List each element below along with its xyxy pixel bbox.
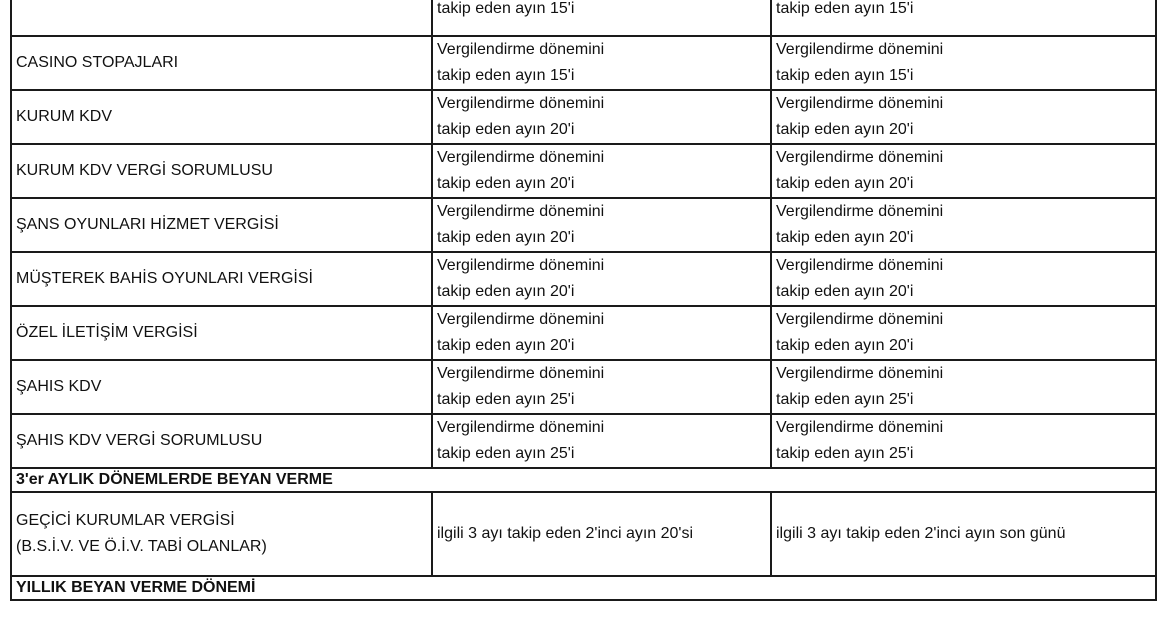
deadline-line-1: Vergilendirme dönemini <box>776 419 944 436</box>
declaration-deadline-cell <box>432 306 771 360</box>
table-row <box>11 492 1156 576</box>
section-header-row <box>11 468 1156 492</box>
tax-name-cell <box>11 492 432 576</box>
deadline-line-1: Vergilendirme dönemini <box>437 149 605 166</box>
deadline-line-2: takip eden ayın 20'i <box>437 175 575 192</box>
payment-deadline-cell <box>771 36 1156 90</box>
tax-name-cell <box>11 198 432 252</box>
tax-name: ŞAHIS KDV VERGİ SORUMLUSU <box>16 432 263 449</box>
declaration-deadline-cell <box>432 252 771 306</box>
deadline-line-2: takip eden ayın 25'i <box>437 445 575 462</box>
declaration-deadline-cell: ilgili 3 ayı takip eden 2'inci ayın 20'si <box>432 492 771 576</box>
deadline-line-1: Vergilendirme dönemini <box>776 203 944 220</box>
declaration-deadline-cell <box>432 90 771 144</box>
table-row <box>11 414 1156 468</box>
deadline-line-2: takip eden ayın 25'i <box>776 391 914 408</box>
tax-name-cell <box>11 414 432 468</box>
deadline-line-1: Vergilendirme dönemini <box>437 419 605 436</box>
deadline-line-2: takip eden ayın 20'i <box>437 337 575 354</box>
tax-deadline-table <box>10 0 1157 601</box>
tax-name-cell <box>11 360 432 414</box>
tax-name: ÖZEL İLETİŞİM VERGİSİ <box>16 324 198 341</box>
tax-name-cell <box>11 0 432 36</box>
section-header-row <box>11 576 1156 600</box>
tax-name-cell <box>11 306 432 360</box>
table-row <box>11 90 1156 144</box>
deadline-line-2: takip eden ayın 20'i <box>776 121 914 138</box>
tax-name: MÜŞTEREK BAHİS OYUNLARI VERGİSİ <box>16 270 313 287</box>
deadline-line-2: takip eden ayın 15'i <box>776 67 914 84</box>
table-row <box>11 144 1156 198</box>
deadline-line-1: Vergilendirme dönemini <box>437 41 605 58</box>
declaration-deadline-cell <box>432 0 771 36</box>
tax-name: ŞAHIS KDV <box>16 378 102 395</box>
tax-name-cell <box>11 252 432 306</box>
table-row <box>11 36 1156 90</box>
declaration-deadline-cell <box>432 414 771 468</box>
deadline-line-2: takip eden ayın 20'i <box>437 121 575 138</box>
table-row <box>11 0 1156 36</box>
deadline-line-2: takip eden ayın 15'i <box>437 0 575 17</box>
deadline-line-2: takip eden ayın 25'i <box>437 391 575 408</box>
deadline-line-1: Vergilendirme dönemini <box>437 257 605 274</box>
deadline-line-2: takip eden ayın 20'i <box>437 229 575 246</box>
declaration-deadline-cell <box>432 144 771 198</box>
deadline-line-2: takip eden ayın 20'i <box>776 229 914 246</box>
deadline-line-2: takip eden ayın 20'i <box>776 283 914 300</box>
payment-deadline-cell <box>771 360 1156 414</box>
payment-deadline-cell <box>771 414 1156 468</box>
table-row <box>11 252 1156 306</box>
deadline-line-1: Vergilendirme dönemini <box>776 41 944 58</box>
tax-name-cell <box>11 90 432 144</box>
deadline-line-2: takip eden ayın 20'i <box>776 175 914 192</box>
deadline-line-1: Vergilendirme dönemini <box>776 365 944 382</box>
deadline-line-2: takip eden ayın 20'i <box>437 283 575 300</box>
deadline-line-2: takip eden ayın 20'i <box>776 337 914 354</box>
table-body <box>11 0 1156 600</box>
payment-deadline-cell <box>771 306 1156 360</box>
tax-name: ŞANS OYUNLARI HİZMET VERGİSİ <box>16 216 279 233</box>
deadline-line-1: Vergilendirme dönemini <box>776 95 944 112</box>
table-row <box>11 360 1156 414</box>
deadline-line-1: Vergilendirme dönemini <box>437 311 605 328</box>
section-heading-quarterly: 3'er AYLIK DÖNEMLERDE BEYAN VERME <box>11 468 1156 492</box>
tax-name: CASINO STOPAJLARI <box>16 54 179 71</box>
deadline-line-1: Vergilendirme dönemini <box>776 149 944 166</box>
deadline-line-2: takip eden ayın 25'i <box>776 445 914 462</box>
tax-name-note: (B.S.İ.V. VE Ö.İ.V. TABİ OLANLAR) <box>16 538 267 555</box>
deadline-line-1: Vergilendirme dönemini <box>776 257 944 274</box>
tax-name-cell <box>11 144 432 198</box>
declaration-deadline-cell <box>432 36 771 90</box>
section-heading-yearly: YILLIK BEYAN VERME DÖNEMİ <box>11 576 1156 600</box>
tax-name: KURUM KDV <box>16 108 113 125</box>
payment-deadline-cell <box>771 144 1156 198</box>
declaration-deadline-cell <box>432 198 771 252</box>
deadline-line-1: Vergilendirme dönemini <box>437 95 605 112</box>
table-row <box>11 306 1156 360</box>
tax-name: KURUM KDV VERGİ SORUMLUSU <box>16 162 273 179</box>
deadline-line-1: Vergilendirme dönemini <box>437 203 605 220</box>
payment-deadline-cell <box>771 0 1156 36</box>
deadline-line-1: Vergilendirme dönemini <box>776 311 944 328</box>
deadline-line-1: Vergilendirme dönemini <box>437 365 605 382</box>
payment-deadline-cell: ilgili 3 ayı takip eden 2'inci ayın son günü <box>771 492 1156 576</box>
tax-name-cell <box>11 36 432 90</box>
payment-deadline-cell <box>771 90 1156 144</box>
table-row <box>11 198 1156 252</box>
deadline-line-2: takip eden ayın 15'i <box>776 0 914 17</box>
payment-deadline-cell <box>771 252 1156 306</box>
declaration-deadline-cell <box>432 360 771 414</box>
deadline-line-2: takip eden ayın 15'i <box>437 67 575 84</box>
payment-deadline-cell <box>771 198 1156 252</box>
tax-name: GEÇİCİ KURUMLAR VERGİSİ <box>16 512 235 529</box>
